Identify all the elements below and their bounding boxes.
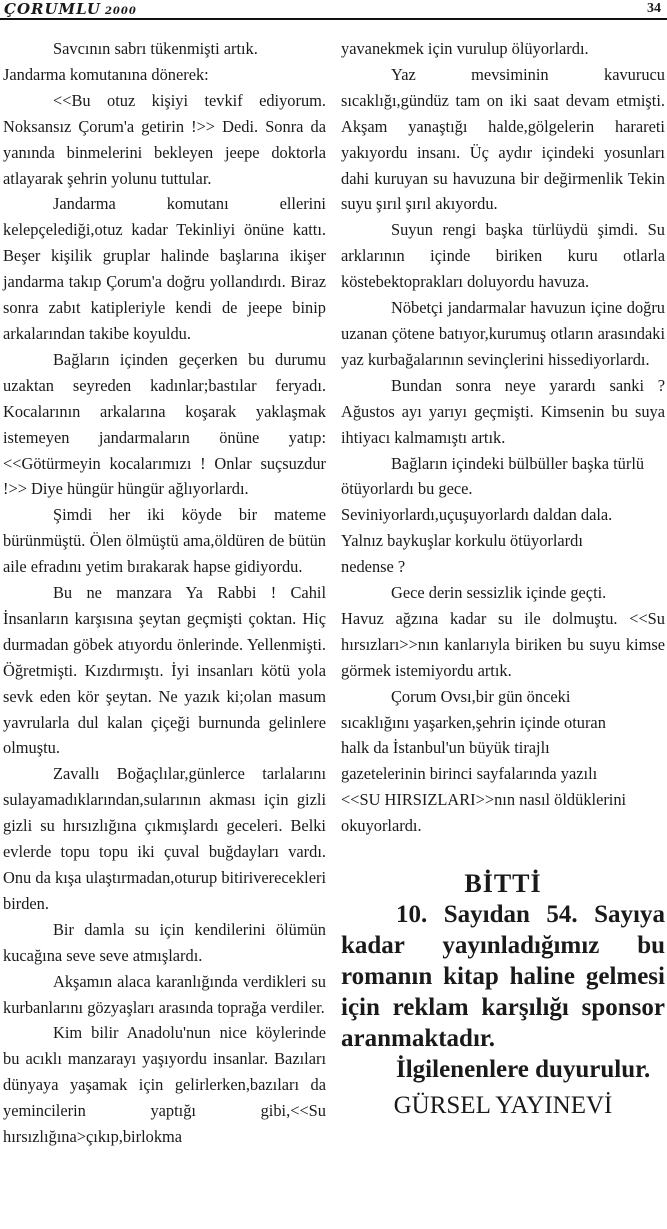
paragraph: Şimdi her iki köyde bir mateme bürünmüştü. Ölen ölmüştü ama,öldüren de bütün aile efradını yetim bırakarak hapse gidiyordu. xyxy=(3,505,326,577)
page-header xyxy=(0,0,667,20)
logo-text: ÇORUMLU xyxy=(4,0,101,18)
sponsor-notice: 10. Sayıdan 54. Sayıya kadar yayınladığımız bu romanın kitap haline gelmesi için reklam karşılığı sponsor aranmaktadır. xyxy=(341,901,665,1053)
paragraph: Jandarma komutanına dönerek: xyxy=(3,64,209,84)
paragraph: Nöbetçi jandarmalar havuzun içine doğru uzanan çötene batıyor,kurumuş otların arasındaki yaz kurbağalarının sevinçlerini hissediyorlardı. xyxy=(341,298,665,369)
paragraph: Havuz ağzına kadar su ile dolmuştu. <<Su hırsızları>>nın kanlarıyla biriken bu suyu kimse görmek istemiyordu artık. xyxy=(341,608,665,680)
paragraph: Yaz mevsiminin kavurucu sıcaklığı,gündüz tam on iki saat devam etmişti. Akşam yanaştığı halde,gölgelerin harareti yakıyordu insanı. Üç aydır içindeki yosunları dahi kuruyan su havuzuna bir değirmenlik Tekin suyu şırıl şırıl akıyordu. xyxy=(341,64,665,214)
paragraph: <<SU HIRSIZLARI>>nın nasıl öldüklerini xyxy=(341,790,627,810)
paragraph: Akşamın alaca karanlığında verdikleri su kurbanlarını gözyaşları arasında toprağa verdiler. xyxy=(3,971,326,1017)
paragraph: halk da İstanbul'un büyük tirajlı xyxy=(341,738,550,758)
paragraph: Bir damla su için kendilerini ölümün kucağına seve seve atmışlardı. xyxy=(3,919,326,965)
paragraph: Çorum Ovsı,bir gün önceki xyxy=(391,686,571,706)
ending-title: BİTTİ xyxy=(464,869,542,899)
paragraph: Bağların içinden geçerken bu durumu uzaktan seyreden kadınlar;bastılar feryadı. Kocalarının arkalarına koşarak yaklaşmak istemeyen jandarmaların önüne yatıp:<<Götürmeyin kocalarımızı ! Onlar suçsuzdur !>> Diye hüngür hüngür ağlıyorlardı. xyxy=(3,349,326,499)
paragraph: gazetelerinin birinci sayfalarında yazılı xyxy=(341,764,598,784)
paragraph: Savcının sabrı tükenmişti artık. xyxy=(53,39,258,58)
paragraph: Gece derin sessizlik içinde geçti. xyxy=(391,583,607,603)
ending-block xyxy=(341,869,665,1123)
page-number: 34 xyxy=(647,1,661,16)
paragraph: Zavallı Boğaçlılar,günlerce tarlalarını sulayamadıklarından,sularının akması için gizli gizli su hırsızlığına çıkmışlardı geceleri. Belki evlerde topu topu iki çuval buğdayları vardı. Onu da kışa ulaştırmadan,oturup bitiriverecekleri birden. xyxy=(3,764,326,913)
paragraph: Suyun rengi başka türlüydü şimdi. Su arklarının içinde biriken kuru otlarla köstebektoprakları doluyordu havuza. xyxy=(341,220,665,292)
announcement: İlgilenenlere duyurulur. xyxy=(396,1056,651,1084)
magazine-logo xyxy=(4,0,137,18)
paragraph: sıcaklığını yaşarken,şehrin içinde oturan xyxy=(341,712,606,732)
paragraph: Kim bilir Anadolu'nun nice köylerinde bu acıklı manzarayı yaşıyordu insanlar. Bazıları dünyaya yaşamak için gelirlerken,bazıları da yemincilerin yaptığı gibi,<<Su hırsızlığına>çıkıp,birlokma xyxy=(3,1023,326,1147)
paragraph: Yalnız baykuşlar korkulu ötüyorlardı xyxy=(341,531,583,551)
paragraph: Seviniyorlardı,uçuşuyorlardı daldan dala. xyxy=(341,505,613,525)
logo-year: 2000 xyxy=(104,6,137,17)
paragraph: yavanekmek için vurulup ölüyorlardı. xyxy=(341,39,589,58)
paragraph: Jandarma komutanı ellerini kelepçelediği,otuz kadar Tekinliyi önüne kattı. Beşer kişilik gruplar halinde başlarına ikişer jandarma takıp Çorum'a doğru yollandırdı. Biraz sonra zabıt katipleriyle kendi de jeepe binip arkalarından takibe koyuldu. xyxy=(3,194,326,343)
publisher-name: GÜRSEL YAYINEVİ xyxy=(393,1092,613,1120)
paragraph: nedense ? xyxy=(341,557,406,577)
paragraph: <<Bu otuz kişiyi tevkif ediyorum. Noksansız Çorum'a getirin !>> Dedi. Sonra da yanında binmelerini bekleyen jeepe doktorla atlayarak şehrin yolunu tuttular. xyxy=(3,90,326,188)
paragraph: Bağların içindeki bülbüller başka türlü ötüyorlardı bu gece. xyxy=(341,453,645,499)
left-column xyxy=(3,36,326,1150)
header-rule xyxy=(0,18,667,20)
paragraph: okuyorlardı. xyxy=(341,816,422,836)
right-column xyxy=(341,36,665,1123)
paragraph: Bundan sonra neye yarardı sanki ? Ağustos ayı yarıyı geçmişti. Kimsenin bu suya ihtiyacı kalmamıştı artık. xyxy=(341,375,665,447)
paragraph: Bu ne manzara Ya Rabbi ! Cahil İnsanların karşısına şeytan geçmişti çoktan. Hiç durmadan göbek atıyordu önlerinde. Yellenmişti. Öğretmişti. Kızdırmıştı. İyi insanları kötü yola sevk eden kör şeytan. Ne yazık ki;olan masum yavrularla dul kalan çiçeği burnunda gelinlere olmuştu. xyxy=(3,583,326,758)
